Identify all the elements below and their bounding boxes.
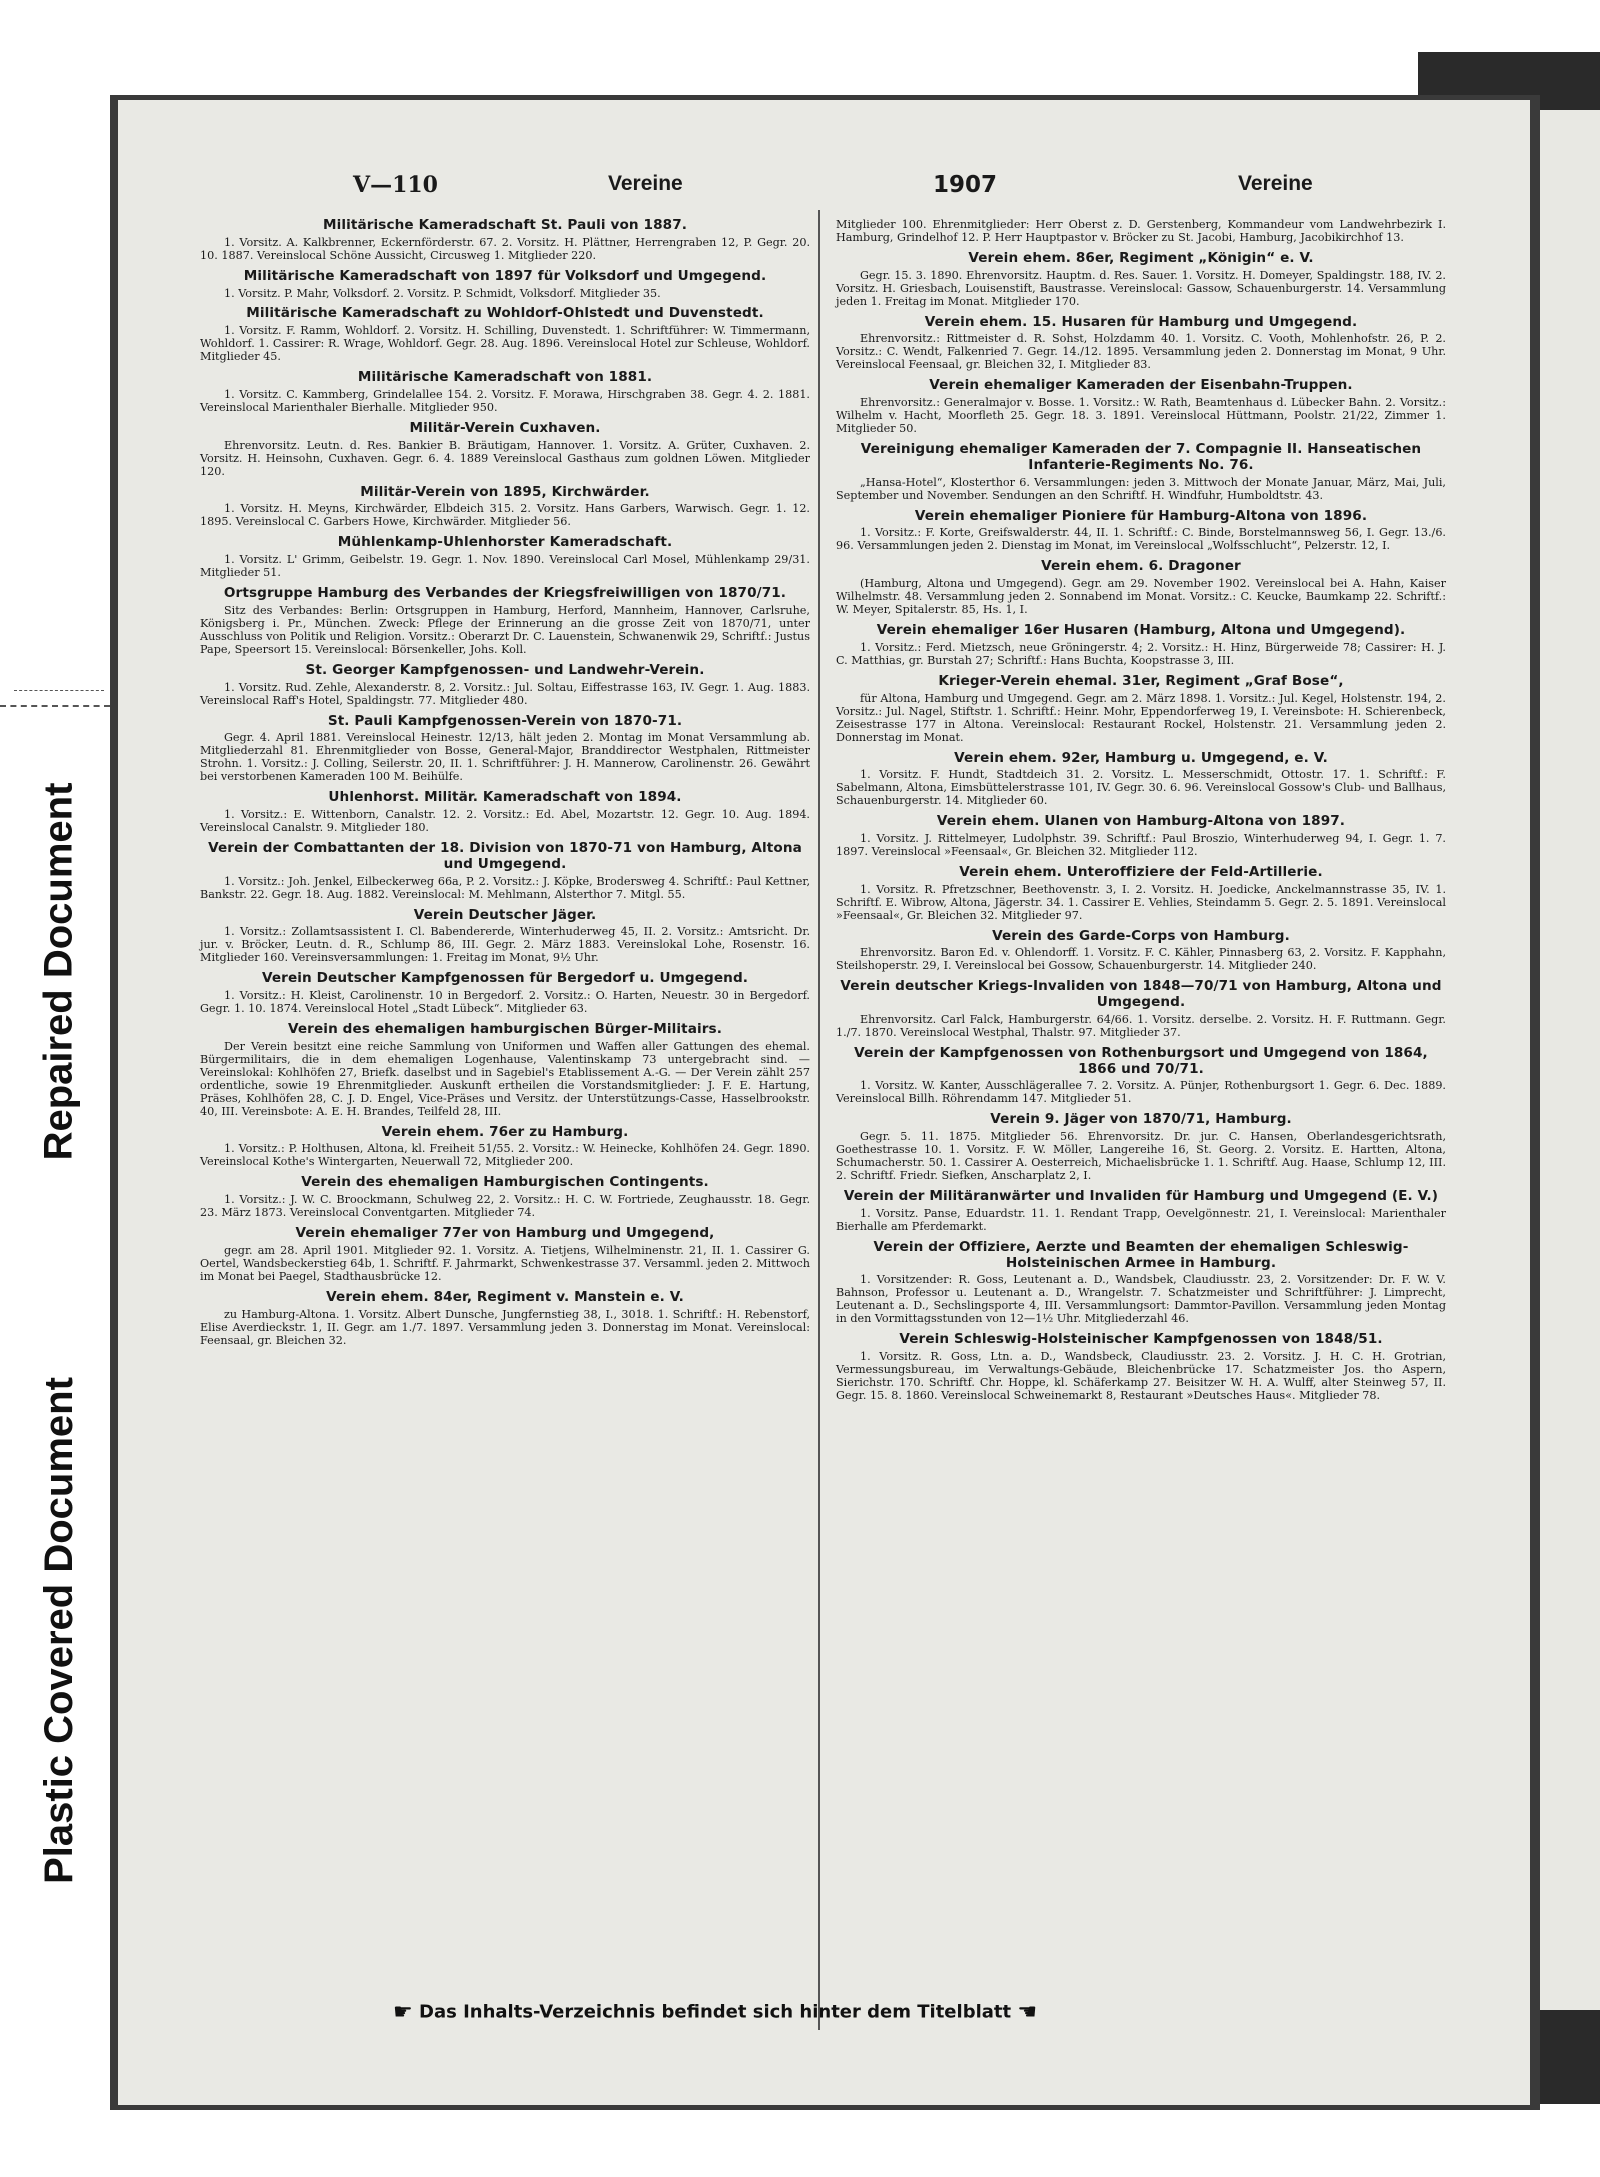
entry-body: 1. Vorsitz. P. Mahr, Volksdorf. 2. Vorsitz. P. Schmidt, Volksdorf. Mitglieder 35. — [224, 286, 661, 300]
association-entry — [200, 1290, 810, 1347]
entry-title: Verein der Kampfgenossen von Rothenburgsort und Umgegend von 1864, 1866 und 70/71. — [854, 1044, 1428, 1077]
entry-title: Verein ehem. 84er, Regiment v. Manstein e. V. — [326, 1288, 684, 1305]
plastic-label-text: Plastic Covered Document — [36, 1376, 81, 1884]
association-entry — [200, 1175, 810, 1219]
entry-body: 1. Vorsitz. R. Goss, Ltn. a. D., Wandsbeck, Claudiusstr. 23. 2. Vorsitz. J. H. C. H. Grotrian, Vermessungsbureau, im Verwaltungs-Gebäude, Bleichenbrücke 17. Schatzmeister Jos. tho Aspern, Sierichstr. 170. Schriftf. Chr. Hoppe, kl. Schäferkamp 27. Beisitzer W. H. A. Wulff, alter Steinweg 57, II. Gegr. 15. 8. 1860. Vereinslocal Schweinemarkt 8, Restaurant »Deutsches Haus«. Mitglieder 78. — [836, 1350, 1446, 1403]
entry-body: 1. Vorsitz. A. Kalkbrenner, Eckernförderstr. 67. 2. Vorsitz. H. Plättner, Herrengraben 12, P. Gegr. 20. 10. 1887. Vereinslocal Schöne Aussicht, Circusweg 1. Mitglieder 220. — [200, 235, 810, 262]
entry-title: Verein ehem. Ulanen von Hamburg-Altona von 1897. — [936, 813, 1346, 830]
entry-title: Verein ehemaliger 77er von Hamburg und Umgegend, — [295, 1225, 715, 1242]
entry-body: Gegr. 4. April 1881. Vereinslocal Heinestr. 12/13, hält jeden 2. Montag im Monat Versammlung ab. Mitgliederzahl 81. Ehrenmitglieder von Bosse, General-Major, Branddirector Westphalen, Rittmeister Strohn. 1. Vorsitz.: J. Colling, Seilerstr. 20, II. 1. Schriftführer: J. H. Mannerow, Carolinenstr. 26. Gewährt bei verstorbenen Kameraden 100 M. Beihülfe. — [200, 731, 810, 784]
association-entry — [200, 535, 810, 579]
entry-title: Krieger-Verein ehemal. 31er, Regiment „Graf Bose“, — [938, 672, 1344, 689]
association-entry — [200, 971, 810, 1015]
entry-body: 1. Vorsitz.: Zollamtsassistent I. Cl. Babendererde, Winterhuderweg 45, II. 2. Vorsitz.: Amtsricht. Dr. jur. v. Bröcker, Leutn. d. R., Schlump 86, III. Gegr. 2. März 1883. Vereinslokal Lohe, Rosenstr. 16. Mitglieder 160. Vereinsversammlungen: 1. Freitag im Monat, 9½ Uhr. — [200, 925, 810, 965]
footer-note — [393, 2000, 1037, 2025]
entry-title: Verein ehemaliger Pioniere für Hamburg-Altona von 1896. — [914, 507, 1368, 524]
association-entry — [200, 485, 810, 529]
entry-title: Uhlenhorst. Militär. Kameradschaft von 1894. — [328, 789, 682, 806]
entry-body: 1. Vorsitz. F. Ramm, Wohldorf. 2. Vorsitz. H. Schilling, Duvenstedt. 1. Schriftführer: W. Timmermann, Wohldorf. 1. Cassirer: R. Wrage, Wohldorf. Gegr. 28. Aug. 1896. Vereinslocal Hotel zur Schleuse, Wohldorf. Mitglieder 45. — [200, 324, 810, 364]
association-entry — [200, 1226, 810, 1283]
entry-title: Militärische Kameradschaft St. Pauli von 1887. — [322, 217, 688, 233]
association-entry — [200, 1125, 810, 1169]
entry-body: (Hamburg, Altona und Umgegend). Gegr. am 29. November 1902. Vereinslocal bei A. Hahn, Kaiser Wilhelmstr. 48. Versammlung jeden 2. Sonnabend im Monat. Vorsitz.: C. Keucke, Baumkamp 22. Schriftf.: W. Meyer, Spitalerstr. 85, Hs. 1, I. — [836, 577, 1446, 617]
repaired-document-label — [14, 690, 104, 1251]
association-entry — [836, 929, 1446, 973]
entry-title: Verein ehem. 86er, Regiment „Königin“ e. V. — [968, 249, 1314, 266]
entry-title: Militärische Kameradschaft von 1897 für Volksdorf und Umgegend. — [243, 267, 767, 284]
association-entry — [200, 306, 810, 363]
pointing-hand-icon: ☚ — [1017, 2000, 1038, 2025]
repaired-label-text: Repaired Document — [36, 782, 81, 1160]
association-entry — [200, 269, 810, 300]
entry-title: Verein der Combattanten der 18. Division von 1870-71 von Hamburg, Altona und Umgegend. — [208, 840, 802, 872]
entry-title: Verein 9. Jäger von 1870/71, Hamburg. — [990, 1111, 1292, 1128]
association-entry — [836, 674, 1446, 744]
entry-title: Verein ehem. 92er, Hamburg u. Umgegend, e. V. — [954, 749, 1328, 766]
association-entry — [836, 378, 1446, 435]
entry-title: Verein des ehemaligen Hamburgischen Contingents. — [301, 1174, 709, 1191]
association-entry — [200, 1022, 810, 1118]
entry-title: Verein ehemaliger 16er Husaren (Hamburg, Altona und Umgegend). — [876, 622, 1406, 639]
entry-body: 1. Vorsitz. Panse, Eduardstr. 11. 1. Rendant Trapp, Oevelgönnestr. 21, I. Vereinslocal: Marienthaler Bierhalle am Pferdemarkt. — [836, 1206, 1446, 1233]
entry-body: 1. Vorsitz. R. Pfretzschner, Beethovenstr. 3, I. 2. Vorsitz. H. Joedicke, Anckelmannstrasse 35, IV. 1. Schriftf. E. Wibrow, Altona, Jägerstr. 34. 1. Cassirer E. Vehlies, Steindamm 5. Gegr. 2. 5. 1891. Vereinslocal »Feensaal«, Gr. Bleichen 32. Mitglieder 97. — [836, 882, 1446, 922]
association-entry — [836, 1112, 1446, 1182]
entry-title: St. Pauli Kampfgenossen-Verein von 1870-71. — [327, 712, 683, 729]
entry-title: Militärische Kameradschaft zu Wohldorf-Ohlstedt und Duvenstedt. — [246, 305, 764, 322]
entry-body: 1. Vorsitz.: P. Holthusen, Altona, kl. Freiheit 51/55. 2. Vorsitz.: W. Heinecke, Kohlhöfen 24. Gegr. 1890. Vereinslocal Kothe's Wintergarten, Neuerwall 72, Mitglieder 200. — [200, 1142, 810, 1169]
entry-body: Der Verein besitzt eine reiche Sammlung von Uniformen und Waffen aller Gattungen des ehemal. Bürgermilitairs, die in dem ehemaligen Logenhause, Valentinskamp 73 untergebracht sind. — Vereinslokal: Kohlhöfen 27, Briefk. daselbst und in Sagebiel's Etablissement A.-G. — Der Verein zählt 257 ordentliche, sowie 19 Ehrenmitglieder. Auskunft ertheilen die Vorstandsmitglieder: J. F. E. Hartung, Präses, Kohlhöfen 28, C. J. D. Engel, Vice-Präses und Versitz. der Unterstützungs-Casse, Hasselbrookstr. 40, III. Vereinsbote: A. E. H. Brandes, Teilfeld 28, III. — [200, 1039, 810, 1118]
association-entry — [836, 315, 1446, 372]
entry-body: Ehrenvorsitz. Baron Ed. v. Ohlendorff. 1. Vorsitz. F. C. Kähler, Pinnasberg 63, 2. Vorsitz. F. Kapphahn, Steilshoperstr. 29, I. Vereinslocal bei Gossow, Schauenburgerstr. 14. Mitglieder 240. — [836, 946, 1446, 973]
association-entry — [836, 1046, 1446, 1106]
entry-title: Verein ehem. 15. Husaren für Hamburg und Umgegend. — [924, 313, 1358, 330]
entry-title: Verein Schleswig-Holsteinischer Kampfgenossen von 1848/51. — [899, 1331, 1383, 1348]
association-entry — [836, 814, 1446, 858]
entry-body: Gegr. 15. 3. 1890. Ehrenvorsitz. Hauptm. d. Res. Sauer. 1. Vorsitz. H. Domeyer, Spaldingstr. 188, IV. 2. Vorsitz. H. Griesbach, Louisenstift, Baustrasse. Vereinslocal: Gassow, Schauenburgerstr. 14. Versammlung jeden 1. Freitag im Monat. Mitglieder 170. — [836, 268, 1446, 308]
entry-body: Gegr. 5. 11. 1875. Mitglieder 56. Ehrenvorsitz. Dr. jur. C. Hansen, Oberlandesgerichtsrath, Goethestrasse 10. 1. Vorsitz. F. W. Möller, Langereihe 16, St. Georg. 2. Vorsitz. E. Hartten, Altona, Schumacherstr. 50. 1. Cassirer A. Oesterreich, Michaelisbrücke 1. 1. Schriftf. Aug. Haase, Schlump 12, III. 2. Schriftf. Friedr. Siefken, Anscharplatz 2, I. — [836, 1130, 1446, 1183]
association-entry — [836, 979, 1446, 1039]
page-header — [243, 172, 1500, 212]
entry-title: Verein der Militäranwärter und Invaliden für Hamburg und Umgegend (E. V.) — [843, 1188, 1439, 1205]
entry-body: 1. Vorsitz.: E. Wittenborn, Canalstr. 12. 2. Vorsitz.: Ed. Abel, Mozartstr. 12. Gegr. 10. Aug. 1894. Vereinslocal Canalstr. 9. Mitglieder 180. — [200, 808, 810, 835]
entry-title: Verein der Offiziere, Aerzte und Beamten der ehemaligen Schleswig-Holsteinischen Armee in Hamburg. — [873, 1238, 1409, 1271]
entry-body: 1. Vorsitz. F. Hundt, Stadtdeich 31. 2. Vorsitz. L. Messerschmidt, Ottostr. 17. 1. Schriftf.: F. Sabelmann, Altona, Eimsbüttelerstrasse 101, IV. Gegr. 30. 6. 96. Vereinslocal Gossow's Club- und Ballhaus, Schauenburgerstr. 14. Mitglieder 60. — [836, 768, 1446, 808]
entry-body: 1. Vorsitz.: Joh. Jenkel, Eilbeckerweg 66a, P. 2. Vorsitz.: J. Köpke, Brodersweg 4. Schriftf.: Paul Kettner, Bankstr. 22. Gegr. 18. Aug. 1882. Vereinslocal: M. Mehlmann, Alsterthor 7. Mitgl. 55. — [200, 874, 810, 901]
association-entry — [836, 509, 1446, 553]
page-number: V—110 — [353, 172, 438, 198]
entry-title: Verein des Garde-Corps von Hamburg. — [992, 927, 1290, 944]
adjacent-page-edge — [1530, 110, 1600, 2010]
pointing-hand-icon: ☛ — [393, 2000, 413, 2025]
entry-body: gegr. am 28. April 1901. Mitglieder 92. 1. Vorsitz. A. Tietjens, Wilhelminenstr. 21, II. 1. Cassirer G. Oertel, Wandsbeckerstieg 64b, 1. Schriftf. F. Jahrmarkt, Schwenkestrasse 37. Versamml. jeden 2. Mittwoch im Monat bei Paegel, Stadthausbrücke 12. — [200, 1243, 810, 1283]
entry-title: Verein ehem. 6. Dragoner — [1041, 558, 1241, 575]
entry-title: Militär-Verein Cuxhaven. — [409, 419, 601, 436]
association-entry — [200, 421, 810, 478]
header-title-left: Vereine — [608, 172, 683, 195]
entry-title: Verein deutscher Kriegs-Invaliden von 1848—70/71 von Hamburg, Altona und Umgegend. — [840, 978, 1442, 1011]
right-column — [836, 218, 1446, 1409]
entry-title: Verein des ehemaligen hamburgischen Bürger-Militairs. — [287, 1020, 722, 1037]
entry-body: 1. Vorsitz.: F. Korte, Greifswalderstr. 44, II. 1. Schriftf.: C. Binde, Borstelmannsweg 56, I. Gegr. 13./6. 96. Versammlungen jeden 2. Dienstag im Monat, im Vereinslocal „Wolfsschlucht“, Pelzerstr. 12, I. — [836, 526, 1446, 553]
entry-body: Ehrenvorsitz.: Generalmajor v. Bosse. 1. Vorsitz.: W. Rath, Beamtenhaus d. Lübecker Bahn. 2. Vorsitz.: Wilhelm v. Hacht, Moorfleth 25. Gegr. 18. 3. 1891. Vereinslocal Hüttmann, Poolstr. 21/22, Zimmer 1. Mitglieder 50. — [836, 396, 1446, 436]
entry-title: Verein ehem. 76er zu Hamburg. — [381, 1123, 629, 1140]
association-entry — [836, 865, 1446, 922]
association-entry — [836, 251, 1446, 308]
header-year: 1907 — [933, 172, 998, 198]
association-entry — [836, 1189, 1446, 1233]
entry-title: St. Georger Kampfgenossen- und Landwehr-Verein. — [305, 661, 705, 678]
entry-body: Ehrenvorsitz. Leutn. d. Res. Bankier B. Bräutigam, Hannover. 1. Vorsitz. A. Grüter, Cuxhaven. 2. Vorsitz. H. Heinsohn, Cuxhaven. Gegr. 6. 4. 1889 Vereinslocal Gasthaus zum goldnen Löwen. Mitglieder 120. — [200, 438, 810, 478]
association-entry — [836, 1240, 1446, 1325]
association-entry — [200, 370, 810, 414]
document-page — [118, 100, 1530, 2105]
association-entry — [836, 218, 1446, 244]
entry-title: Vereinigung ehemaliger Kameraden der 7. Compagnie II. Hanseatischen Infanterie-Regiments No. 76. — [860, 441, 1422, 473]
entry-body: Sitz des Verbandes: Berlin: Ortsgruppen in Hamburg, Herford, Mannheim, Hannover, Carlsruhe, Königsberg i. Pr., München. Zweck: Pflege der Erinnerung an die grosse Zeit von 1870/71, unter Ausschluss von Politik und Religion. Vorsitz.: Oberarzt Dr. C. Lauenstein, Schwanenwik 29, Schriftf.: Justus Pape, Speersort 15. Vereinslocal: Börsenkeller, Johs. Koll. — [200, 603, 810, 656]
entry-body: 1. Vorsitz. Rud. Zehle, Alexanderstr. 8, 2. Vorsitz.: Jul. Soltau, Eiffestrasse 163, IV. Gegr. 1. Aug. 1883. Vereinslocal Raff's Hotel, Spaldingstr. 77. Mitglieder 480. — [200, 680, 810, 707]
association-entry — [836, 1332, 1446, 1402]
entry-body: für Altona, Hamburg und Umgegend. Gegr. am 2. März 1898. 1. Vorsitz.: Jul. Kegel, Holstenstr. 194, 2. Vorsitz.: Jul. Nagel, Stiftstr. 1. Schriftf.: Heinr. Mohr, Eppendorferweg 19, I. Vereinsbote: H. Schierenbeck, Zeisestrasse 177 in Altona. Vereinslocal: Restaurant Rockel, Holstenstr. 21. Versammlung jeden 2. Donnerstag im Monat. — [836, 691, 1446, 744]
entry-body: 1. Vorsitz.: Ferd. Mietzsch, neue Gröningerstr. 4; 2. Vorsitz.: H. Hinz, Bürgerweide 78; Cassirer: H. J. C. Matthias, gr. Burstah 27; Schriftf.: Hans Buchta, Koopstrasse 3, III. — [836, 640, 1446, 667]
entry-body: „Hansa-Hotel“, Klosterthor 6. Versammlungen: jeden 3. Mittwoch der Monate Januar, März, Mai, Juli, September und November. Sendungen an den Schriftf. H. Windfuhr, Humboldtstr. 43. — [836, 475, 1446, 502]
entry-body: Mitglieder 100. Ehrenmitglieder: Herr Oberst z. D. Gerstenberg, Kommandeur vom Landwehrbezirk I. Hamburg, Grindelhof 12. P. Herr Hauptpastor v. Bröcker zu St. Jacobi, Hamburg, Jacobikirchhof 13. — [836, 218, 1446, 244]
entry-title: Mühlenkamp-Uhlenhorster Kameradschaft. — [337, 534, 673, 551]
association-entry — [200, 714, 810, 784]
association-entry — [200, 218, 810, 262]
association-entry — [836, 623, 1446, 667]
entry-title: Verein ehemaliger Kameraden der Eisenbahn-Truppen. — [929, 377, 1353, 394]
entry-title: Verein ehem. Unteroffiziere der Feld-Artillerie. — [959, 863, 1323, 880]
entry-title: Militär-Verein von 1895, Kirchwärder. — [360, 483, 650, 500]
footer-text: Das Inhalts-Verzeichnis befindet sich hinter dem Titelblatt — [419, 2001, 1012, 2023]
association-entry — [836, 751, 1446, 808]
entry-title: Verein Deutscher Jäger. — [413, 906, 597, 923]
association-entry — [200, 663, 810, 707]
plastic-covered-label — [14, 1350, 104, 1910]
entry-title: Militärische Kameradschaft von 1881. — [357, 369, 653, 386]
association-entry — [200, 841, 810, 901]
association-entry — [200, 586, 810, 656]
association-entry — [836, 559, 1446, 616]
entry-body: 1. Vorsitz.: H. Kleist, Carolinenstr. 10 in Bergedorf. 2. Vorsitz.: O. Harten, Neuestr. 30 in Bergedorf. Gegr. 1. 10. 1874. Vereinslocal Hotel „Stadt Lübeck“. Mitglieder 63. — [200, 988, 810, 1015]
header-title-right: Vereine — [1238, 172, 1313, 195]
entry-body: 1. Vorsitz. H. Meyns, Kirchwärder, Elbdeich 315. 2. Vorsitz. Hans Garbers, Warwisch. Gegr. 1. 12. 1895. Vereinslocal C. Garbers Howe, Kirchwärder. Mitglieder 56. — [200, 502, 810, 529]
entry-title: Ortsgruppe Hamburg des Verbandes der Kriegsfreiwilligen von 1870/71. — [223, 585, 787, 602]
entry-body: 1. Vorsitzender: R. Goss, Leutenant a. D., Wandsbek, Claudiusstr. 23, 2. Vorsitzender: Dr. F. W. V. Bahnson, Professor u. Leutenant a. D., Wrangelstr. 7. Schatzmeister und Schriftführer: J. Limprecht, Leutenant a. D., Sechslingsporte 4, III. Versammlungsort: Dammtor-Pavillon. Versammlung jeden Montag in den Vormittagsstunden von 12—1½ Uhr. Mitgliederzahl 46. — [836, 1273, 1446, 1326]
association-entry — [200, 908, 810, 965]
column-rule — [818, 210, 820, 2030]
entry-body: Ehrenvorsitz.: Rittmeister d. R. Sohst, Holzdamm 40. 1. Vorsitz. C. Vooth, Mohlenhofstr. 26, P. 2. Vorsitz.: C. Wendt, Falkenried 7. Gegr. 14./12. 1895. Versammlung jeden 2. Donnerstag im Monat, 9 Uhr. Vereinslocal Feensaal, gr. Bleichen 32, I. Mitglieder 83. — [836, 332, 1446, 372]
left-column — [200, 218, 810, 1354]
association-entry — [836, 442, 1446, 502]
entry-body: 1. Vorsitz.: J. W. C. Broockmann, Schulweg 22, 2. Vorsitz.: H. C. W. Fortriede, Zeughausstr. 18. Gegr. 23. März 1873. Vereinslocal Conventgarten. Mitglieder 74. — [200, 1193, 810, 1220]
entry-body: 1. Vorsitz. J. Rittelmeyer, Ludolphstr. 39. Schriftf.: Paul Broszio, Winterhuderweg 94, I. Gegr. 1. 7. 1897. Vereinslocal »Feensaal«, Gr. Bleichen 32. Mitglieder 112. — [836, 832, 1446, 858]
association-entry — [200, 790, 810, 834]
entry-title: Verein Deutscher Kampfgenossen für Bergedorf u. Umgegend. — [261, 970, 749, 987]
entry-body: 1. Vorsitz. W. Kanter, Ausschlägerallee 7. 2. Vorsitz. A. Pünjer, Rothenburgsort 1. Gegr. 6. Dec. 1889. Vereinslocal Billh. Röhrendamm 147. Mitglieder 51. — [836, 1079, 1446, 1106]
entry-body: zu Hamburg-Altona. 1. Vorsitz. Albert Dunsche, Jungfernstieg 38, I., 3018. 1. Schriftf.: H. Rebenstorf, Elise Averdieckstr. 1, II. Gegr. am 1./7. 1897. Versammlung jeden 3. Donnerstag im Monat. Vereinslocal: Feensaal, gr. Bleichen 32. — [200, 1307, 810, 1347]
entry-body: 1. Vorsitz. L' Grimm, Geibelstr. 19. Gegr. 1. Nov. 1890. Vereinslocal Carl Mosel, Mühlenkamp 29/31. Mitglieder 51. — [200, 553, 810, 580]
entry-body: Ehrenvorsitz. Carl Falck, Hamburgerstr. 64/66. 1. Vorsitz. derselbe. 2. Vorsitz. H. F. Ruttmann. Gegr. 1./7. 1870. Vereinslocal Westphal, Thalstr. 97. Mitglieder 37. — [836, 1012, 1446, 1039]
entry-body: 1. Vorsitz. C. Kammberg, Grindelallee 154. 2. Vorsitz. F. Morawa, Hirschgraben 38. Gegr. 4. 2. 1881. Vereinslocal Marienthaler Bierhalle. Mitglieder 950. — [200, 387, 810, 414]
